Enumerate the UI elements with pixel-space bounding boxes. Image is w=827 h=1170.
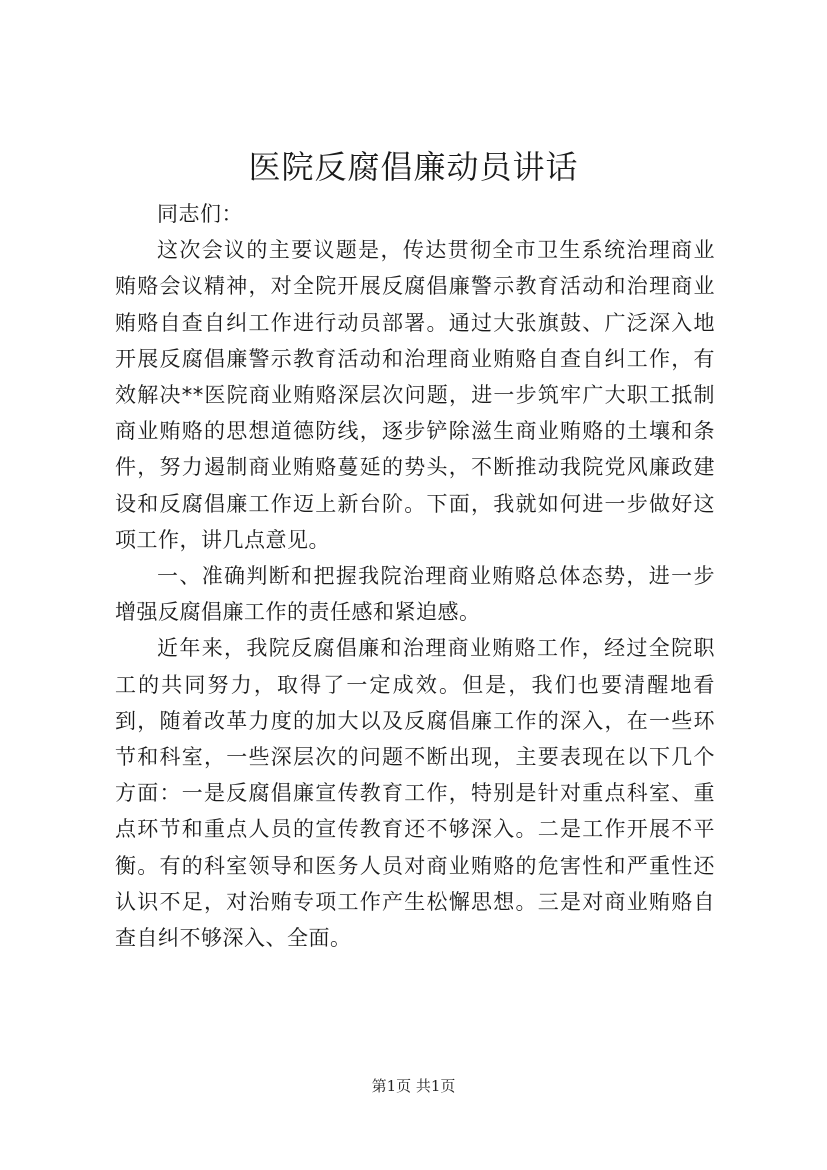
document-title: 医院反腐倡廉动员讲话 bbox=[248, 148, 579, 186]
paragraph: 这次会议的主要议题是，传达贯彻全市卫生系统治理商业贿赂会议精神，对全院开展反腐倡廉警示教育活动和治理商业贿赂自查自纠工作进行动员部署。通过大张旗鼓、广泛深入地开展反腐倡廉警示教育活动和治理商业贿赂自查自纠工作，有效解决**医院商业贿赂深层次问题，进一步筑牢广大职工抵制商业贿赂的思想道德防线，逐步铲除滋生商业贿赂的土壤和条件，努力遏制商业贿赂蔓延的势头，不断推动我院党风廉政建设和反腐倡廉工作迈上新台阶。下面，我就如何进一步做好这项工作，讲几点意见。 bbox=[115, 238, 715, 552]
document-body bbox=[115, 196, 715, 956]
section-heading: 一、准确判断和把握我院治理商业贿赂总体态势，进一步增强反腐倡廉工作的责任感和紧迫感。 bbox=[115, 564, 715, 625]
salutation: 同志们： bbox=[157, 202, 243, 226]
paragraph: 近年来，我院反腐倡廉和治理商业贿赂工作，经过全院职工的共同努力，取得了一定成效。但是，我们也要清醒地看到，随着改革力度的加大以及反腐倡廉工作的深入，在一些环节和科室，一些深层次的问题不断出现，主要表现在以下几个方面：一是反腐倡廉宣传教育工作，特别是针对重点科室、重点环节和重点人员的宣传教育还不够深入。二是工作开展不平衡。有的科室领导和医务人员对商业贿赂的危害性和严重性还认识不足，对治贿专项工作产生松懈思想。三是对商业贿赂自查自纠不够深入、全面。 bbox=[115, 636, 715, 951]
page-footer: 第1页 共1页 bbox=[371, 1077, 456, 1095]
